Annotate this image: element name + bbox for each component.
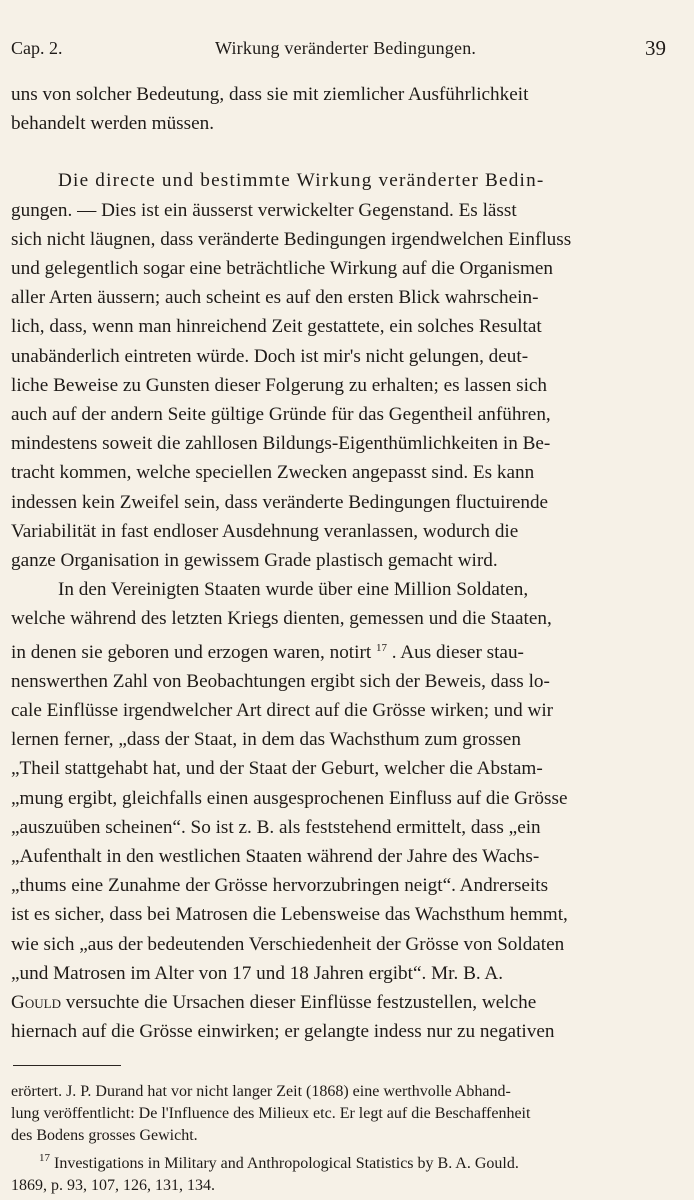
page-number: 39 xyxy=(645,36,666,60)
text-line: „und Matrosen im Alter von 17 und 18 Jahren ergibt“. Mr. B. A. xyxy=(11,962,504,984)
text-line: indessen kein Zweifel sein, dass veränderte Bedingungen fluctuirende xyxy=(11,491,549,513)
text-line: unabänderlich eintreten würde. Doch ist mir's nicht gelungen, deut- xyxy=(11,345,529,367)
paragraph-gap xyxy=(11,138,666,166)
text-line: cale Einflüsse irgendwelcher Art direct auf die Grösse wirken; und wir xyxy=(11,700,554,722)
text-line: „Aufenthalt in den westlichen Staaten während der Jahre des Wachs- xyxy=(11,846,540,868)
text-line: uns von solcher Bedeutung, dass sie mit ziemlicher Ausführlichkeit xyxy=(11,84,529,105)
text-line: und gelegentlich sogar eine beträchtliche Wirkung auf die Organismen xyxy=(11,258,553,280)
footnote-line: des Bodens grosses Gewicht. xyxy=(11,1126,198,1144)
footnote-17 xyxy=(11,1147,666,1175)
text-line: wie sich „aus der bedeutenden Verschiedenheit der Grösse von Soldaten xyxy=(11,933,565,955)
text-line: „mung ergibt, gleichfalls einen ausgesprochenen Einfluss auf die Grösse xyxy=(11,787,568,809)
footnote-line: 1869, p. 93, 107, 126, 131, 134. xyxy=(11,1176,215,1194)
text-line: aller Arten äussern; auch scheint es auf den ersten Blick wahrschein- xyxy=(11,287,539,309)
text-line: lich, dass, wenn man hinreichend Zeit gestattete, ein solches Resultat xyxy=(11,316,542,338)
main-text xyxy=(11,80,666,1047)
text-fragment: in denen sie geboren und erzogen waren, notirt xyxy=(11,641,372,663)
text-line: ist es sicher, dass bei Matrosen die Lebensweise das Wachsthum hemmt, xyxy=(11,904,568,926)
text-line: behandelt werden müssen. xyxy=(11,113,215,135)
text-line: mindestens soweit die zahllosen Bildungs-Eigenthümlichkeiten in Be- xyxy=(11,433,551,455)
text-line: tracht kommen, welche speciellen Zwecken angepasst sind. Es kann xyxy=(11,462,535,484)
footnote-line: erörtert. J. P. Durand hat vor nicht langer Zeit (1868) eine werthvolle Abhand- xyxy=(11,1082,511,1100)
text-line: „thums eine Zunahme der Grösse hervorzubringen neigt“. Andrerseits xyxy=(11,875,549,897)
footnote-divider xyxy=(13,1065,121,1066)
text-line: Variabilität in fast endloser Ausdehnung veranlassen, wodurch die xyxy=(11,520,519,542)
running-header xyxy=(11,34,666,68)
text-line xyxy=(11,988,666,1017)
text-line: liche Beweise zu Gunsten dieser Folgerung zu erhalten; es lassen sich xyxy=(11,374,548,396)
footnote-line: lung veröffentlicht: De l'Influence des Milieux etc. Er legt auf die Beschaffenheit xyxy=(11,1104,531,1122)
chapter-label: Cap. 2. xyxy=(11,38,63,58)
text-line: „auszuüben scheinen“. So ist z. B. als feststehend ermittelt, dass „ein xyxy=(11,816,541,838)
text-line: sich nicht läugnen, dass veränderte Bedingungen irgendwelchen Einfluss xyxy=(11,228,572,250)
text-line: In den Vereinigten Staaten wurde über eine Million Soldaten, xyxy=(58,579,529,601)
footnote-marker: 17 xyxy=(39,1151,50,1164)
text-line: hiernach auf die Grösse einwirken; er gelangte indess nur zu negativen xyxy=(11,1021,555,1043)
footnotes xyxy=(11,1081,666,1197)
text-line xyxy=(11,634,666,667)
text-line: „Theil stattgehabt hat, und der Staat der Geburt, welcher die Abstam- xyxy=(11,758,543,780)
text-line: auch auf der andern Seite gültige Gründe für das Gegentheil anführen, xyxy=(11,404,551,426)
text-line: welche während des letzten Kriegs dienten, gemessen und die Staaten, xyxy=(11,608,552,630)
text-fragment: . Aus dieser stau- xyxy=(391,641,524,663)
author-name: Gould xyxy=(11,992,61,1014)
text-fragment: versuchte die Ursachen dieser Einflüsse festzustellen, welche xyxy=(65,992,537,1014)
running-title: Wirkung veränderter Bedingungen. xyxy=(215,38,477,58)
text-line: lernen ferner, „dass der Staat, in dem das Wachsthum zum grossen xyxy=(11,729,521,751)
footnote-text: Investigations in Military and Anthropological Statistics by B. A. Gould. xyxy=(54,1154,519,1172)
footnote-reference-17: 17 xyxy=(375,641,387,654)
section-heading-line: Die directe und bestimmte Wirkung veränderter Bedin- xyxy=(58,170,545,192)
text-line: nenswerthen Zahl von Beobachtungen ergibt sich der Beweis, dass lo- xyxy=(11,670,550,692)
text-line: ganze Organisation in gewissem Grade plastisch gemacht wird. xyxy=(11,550,498,572)
text-line: gungen. — Dies ist ein äusserst verwickelter Gegenstand. Es lässt xyxy=(11,199,517,221)
